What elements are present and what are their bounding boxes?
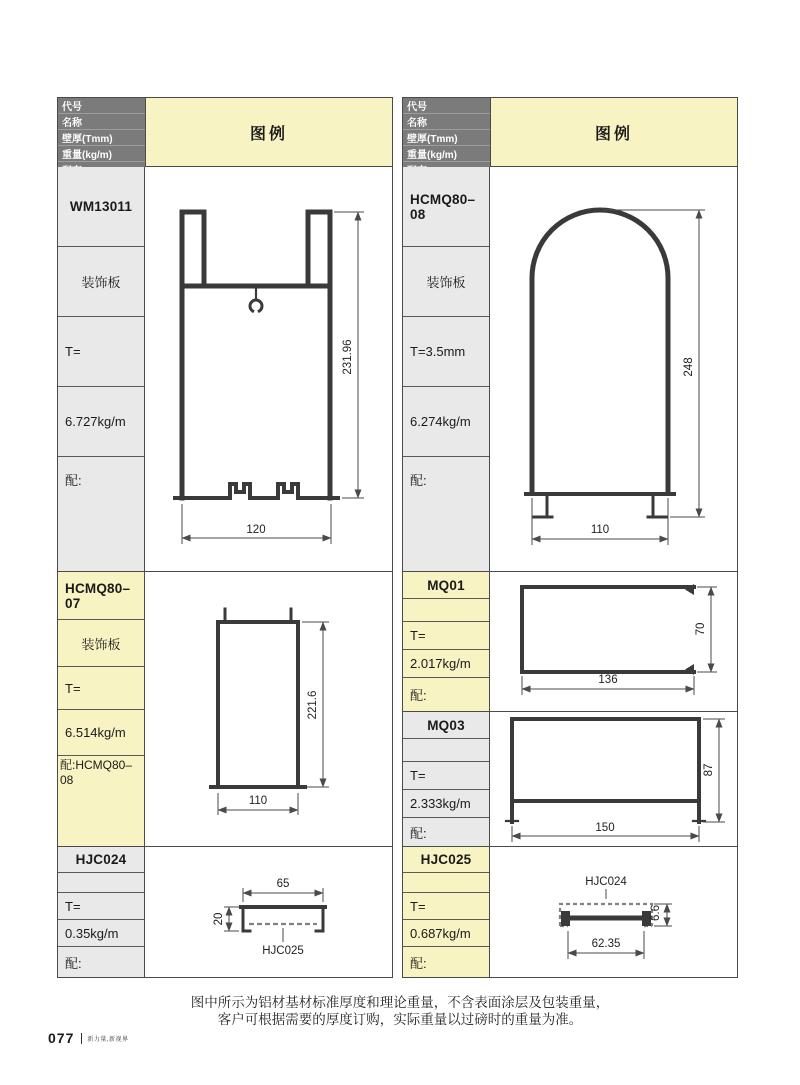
cell-name [403,873,489,893]
dim-width-label: 62.35 [591,938,621,950]
header-label-column [58,98,146,166]
profile-section-hcmq80-07 [58,571,392,846]
header-label-column [403,98,491,166]
cell-name [58,873,144,893]
profile-section-hjc025 [403,846,737,977]
table-header-right [403,98,737,166]
profile-section-mq01 [403,571,737,711]
cell-code: HCMQ80–07 [58,572,144,620]
profile-drawing-wm13011 [145,167,392,571]
profile-section-mq03 [403,711,737,846]
cell-accessory: 配: [58,947,144,977]
note-line-2: 客户可根据需要的厚度订购，实际重量以过磅时的重量为准。 [217,1012,583,1027]
header-weight-label: 重量(kg/m) [58,146,145,162]
cell-weight: 2.333kg/m [403,790,489,818]
legend-header: 图例 [146,98,392,166]
profile-drawing-hcmq80-08 [490,167,737,571]
cell-accessory: 配: [58,457,144,571]
mate-ref-label: HJC024 [585,876,627,888]
dim-width-label: 65 [276,878,290,890]
profile-drawing-mq03 [490,712,737,846]
dim-height-label: 231.96 [342,339,354,375]
cell-weight: 6.514kg/m [58,710,144,756]
cell-weight: 0.35kg/m [58,920,144,947]
footer-note [0,994,800,1028]
cell-accessory: 配: [403,818,489,846]
profile-table-left [57,97,393,978]
header-name-label: 名称 [58,114,145,130]
cell-code: HJC025 [403,847,489,873]
cell-code: HCMQ80–08 [403,167,489,247]
cell-thickness: T= [403,622,489,650]
cell-accessory: 配:HCMQ80–08 [58,756,144,846]
dim-width-label: 136 [598,674,618,686]
profile-drawing-hjc024 [145,847,392,977]
cell-thickness: T= [58,893,144,920]
note-line-1: 图中所示为铝材基材标准厚度和理论重量，不含表面涂层及包装重量， [190,995,610,1010]
legend-header: 图例 [491,98,737,166]
profile-table-right [402,97,738,978]
cell-thickness: T=3.5mm [403,317,489,387]
dim-height-label: 20 [213,912,225,926]
dim-height-label: 70 [695,622,707,636]
page-footer [48,1030,129,1046]
cell-accessory: 配: [403,947,489,977]
cell-weight: 2.017kg/m [403,650,489,678]
dim-width-label: 110 [248,795,268,807]
dim-height-label: 248 [683,357,695,377]
cell-thickness: T= [403,762,489,790]
cell-name [403,739,489,762]
cell-accessory: 配: [403,678,489,711]
cell-name: 装饰板 [58,247,144,317]
cell-code: HJC024 [58,847,144,873]
cell-weight: 0.687kg/m [403,920,489,947]
brand-tagline: 新力量,新视界 [87,1036,129,1043]
cell-thickness: T= [58,317,144,387]
cell-thickness: T= [403,893,489,920]
cell-weight: 6.727kg/m [58,387,144,457]
dim-width-label: 150 [595,822,615,834]
mate-ref-label: HJC025 [262,945,304,957]
cell-thickness: T= [58,667,144,710]
dim-width-label: 110 [590,524,610,536]
cell-name [403,599,489,622]
profile-section-hcmq80-08 [403,166,737,571]
cell-weight: 6.274kg/m [403,387,489,457]
cell-accessory: 配: [403,457,489,571]
dim-height-label: 221.6 [307,690,319,720]
cell-code: MQ01 [403,572,489,599]
profile-section-hjc024 [58,846,392,977]
page-number: 077 [48,1030,75,1046]
footer-divider [81,1033,82,1044]
header-weight-label: 重量(kg/m) [403,146,490,162]
dim-height-label: 6.6 [650,905,662,921]
profile-drawing-mq01 [490,572,737,711]
cell-code: WM13011 [58,167,144,247]
header-code-label: 代号 [58,98,145,114]
dim-width-label: 120 [246,524,266,536]
header-code-label: 代号 [403,98,490,114]
header-thickness-label: 壁厚(Tmm) [58,130,145,146]
profile-section-wm13011 [58,166,392,571]
profile-drawing-hjc025 [490,847,737,977]
profile-drawing-hcmq80-07 [145,572,392,846]
cell-code: MQ03 [403,712,489,739]
header-name-label: 名称 [403,114,490,130]
cell-name: 装饰板 [403,247,489,317]
table-header-left [58,98,392,166]
header-thickness-label: 壁厚(Tmm) [403,130,490,146]
cell-name: 装饰板 [58,620,144,667]
dim-height-label: 87 [703,763,715,777]
